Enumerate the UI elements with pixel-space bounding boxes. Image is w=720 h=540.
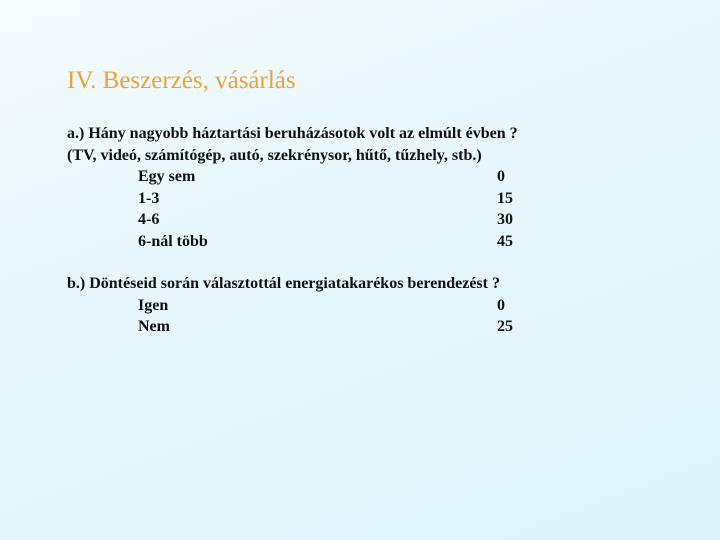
question-a-block <box>67 123 518 252</box>
question-b-text: b.) Döntéseid során választottál energiatakarékos berendezést ? <box>67 275 500 292</box>
answer-row <box>67 166 518 188</box>
answer-count: 30 <box>497 211 513 228</box>
answer-row <box>67 295 505 317</box>
answer-count: 0 <box>497 168 505 185</box>
answer-count: 45 <box>497 232 513 250</box>
answer-row <box>67 188 518 210</box>
answer-label: Igen <box>138 296 169 314</box>
answer-count: 15 <box>497 189 513 207</box>
answer-row <box>67 316 513 338</box>
answer-label: Nem <box>138 318 170 335</box>
answer-count: 25 <box>497 318 513 335</box>
slide-title: IV. Beszerzés, vásárlás <box>67 67 296 94</box>
question-b-block <box>67 273 513 338</box>
question-a-examples: (TV, videó, számítógép, autó, szekrénysor, hűtő, tűzhely, stb.) <box>67 146 482 164</box>
question-a-text: a.) Hány nagyobb háztartási beruházásotok volt az elmúlt évben ? <box>67 125 518 142</box>
answer-row <box>67 209 518 231</box>
answer-label: 1-3 <box>138 189 160 207</box>
answer-count: 0 <box>497 296 505 314</box>
answer-label: Egy sem <box>138 168 196 185</box>
answer-label: 6-nál több <box>138 232 208 250</box>
answer-label: 4-6 <box>138 211 160 228</box>
answer-row <box>67 231 518 253</box>
